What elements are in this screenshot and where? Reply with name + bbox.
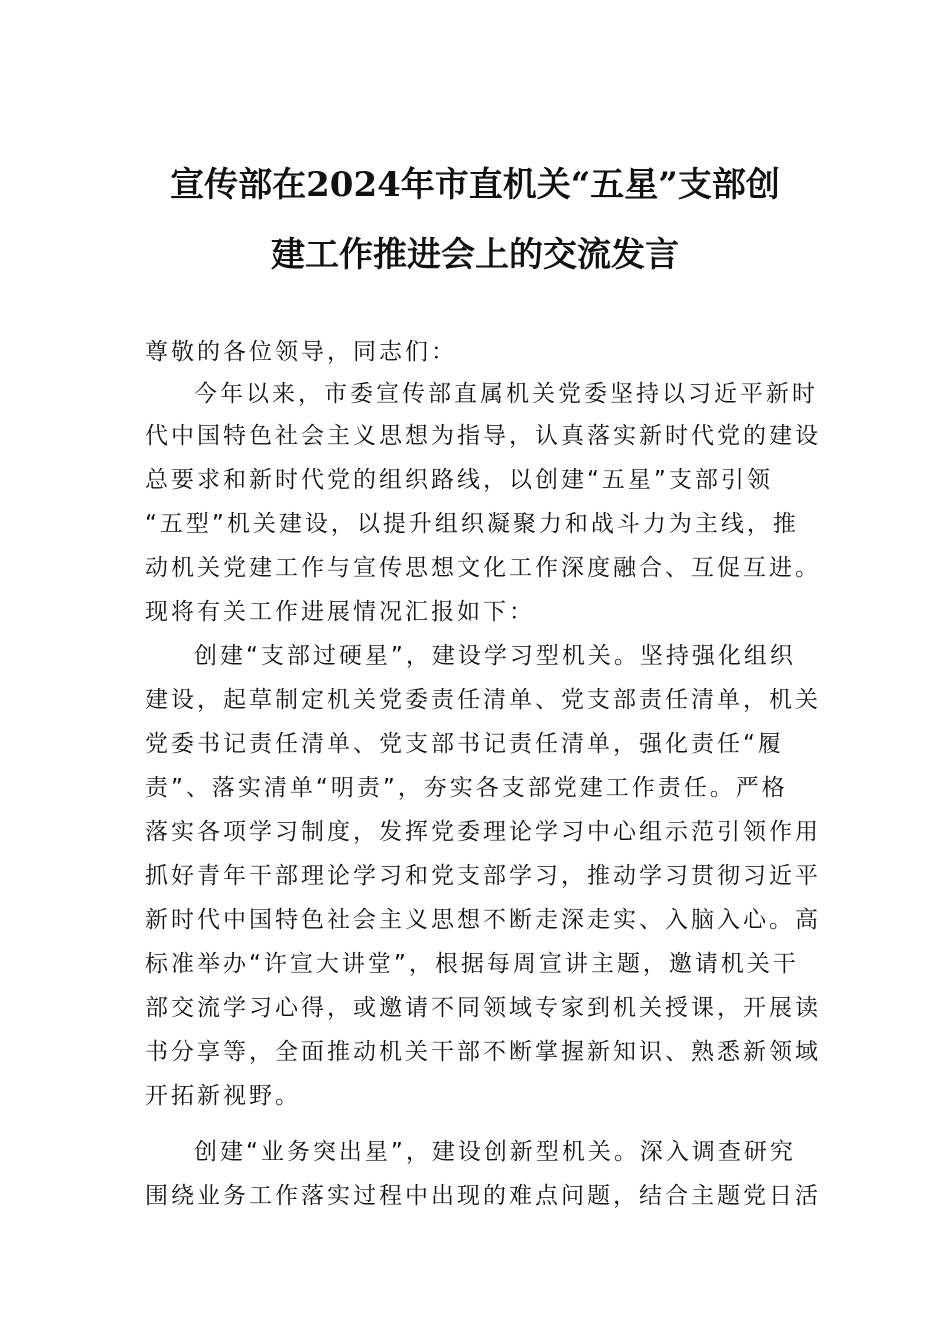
paragraph-line: 抓好青年干部理论学习和党支部学习，推动学习贯彻习近平 [145, 863, 821, 889]
paragraph-line: 落实各项学习制度，发挥党委理论学习中心组示范引领作用 [145, 819, 821, 845]
paragraph-line: 责”、落实清单“明责”，夯实各支部党建工作责任。严格 [145, 775, 788, 801]
paragraph-line: 动机关党建工作与宣传思想文化工作深度融合、互促互进。 [145, 555, 821, 581]
paragraph-line: 书分享等，全面推动机关干部不断掌握新知识、熟悉新领域 [145, 1039, 821, 1065]
paragraph-line: 现将有关工作进展情况汇报如下： [145, 599, 535, 625]
paragraph-line: 总要求和新时代党的组织路线，以创建“五星”支部引领 [145, 467, 773, 493]
document-title-line-2: 建工作推进会上的交流发言 [271, 235, 679, 275]
paragraph-line: 围绕业务工作落实过程中出现的难点问题，结合主题党日活 [145, 1183, 821, 1209]
paragraph-line: 创建“支部过硬星”，建设学习型机关。坚持强化组织 [194, 643, 796, 669]
salutation: 尊敬的各位领导，同志们： [145, 339, 457, 365]
paragraph-line: 开拓新视野。 [145, 1083, 301, 1109]
paragraph-line: 创建“业务突出星”，建设创新型机关。深入调查研究 [194, 1139, 796, 1165]
document-title-line-1: 宣传部在2024年市直机关“五星”支部创 [170, 165, 780, 205]
paragraph-line: 代中国特色社会主义思想为指导，认真落实新时代党的建设 [145, 423, 821, 449]
paragraph-line: 新时代中国特色社会主义思想不断走深走实、入脑入心。高 [145, 907, 821, 933]
paragraph-line: 部交流学习心得，或邀请不同领域专家到机关授课，开展读 [145, 995, 821, 1021]
paragraph-line: 党委书记责任清单、党支部书记责任清单，强化责任“履 [145, 731, 784, 757]
paragraph-line: “五型”机关建设，以提升组织凝聚力和战斗力为主线，推 [145, 511, 799, 537]
paragraph-line: 标准举办“许宣大讲堂”，根据每周宣讲主题，邀请机关干 [145, 951, 799, 977]
paragraph-line: 建设，起草制定机关党委责任清单、党支部责任清单，机关 [145, 687, 821, 713]
paragraph-line: 今年以来，市委宣传部直属机关党委坚持以习近平新时 [194, 381, 818, 407]
